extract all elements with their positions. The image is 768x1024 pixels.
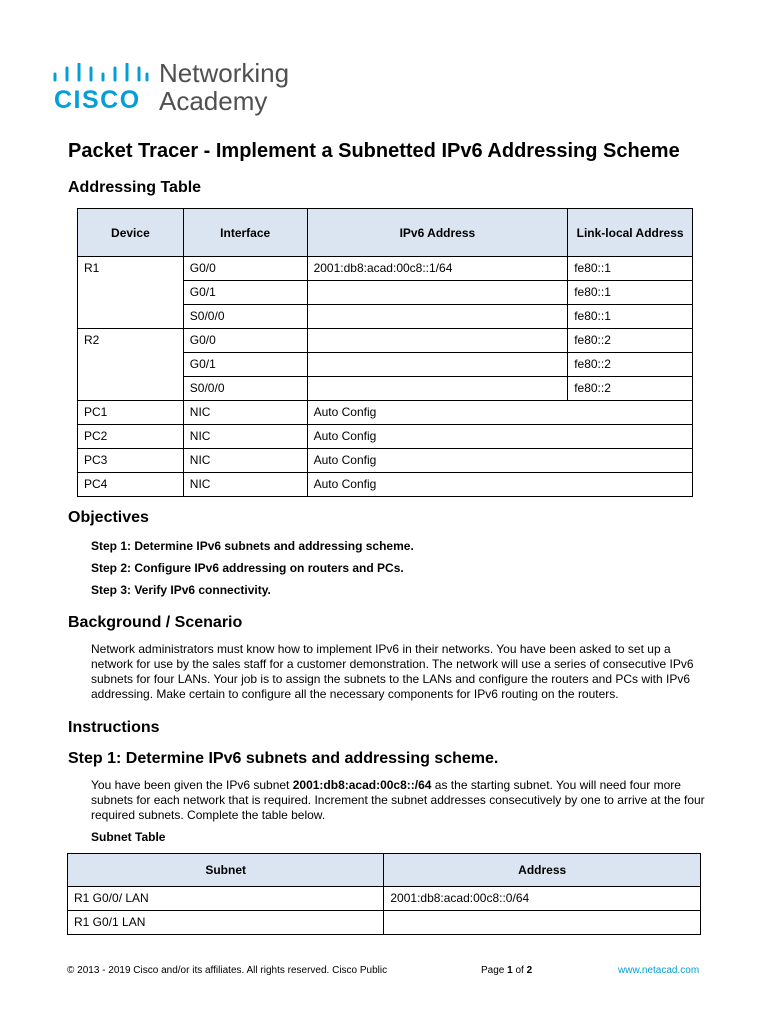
table-cell-subnet: R1 G0/1 LAN	[68, 911, 384, 935]
table-cell-link-local: fe80::2	[568, 377, 693, 401]
table-cell-link-local: fe80::1	[568, 281, 693, 305]
table-row	[68, 911, 701, 935]
brand-name-top: Networking	[159, 58, 290, 88]
objective-step-1: Step 1: Determine IPv6 subnets and addressing scheme.	[91, 539, 414, 553]
table-cell-interface: G0/1	[183, 353, 307, 377]
cisco-networking-academy-logo	[53, 58, 313, 118]
table-cell-ipv6-address[interactable]: 2001:db8:acad:00c8::1/64	[307, 257, 568, 281]
table-cell-device: PC3	[78, 449, 184, 473]
table-cell-device: PC2	[78, 425, 184, 449]
table-cell-ipv6-address: Auto Config	[307, 473, 692, 497]
objective-step-3: Step 3: Verify IPv6 connectivity.	[91, 583, 271, 597]
addressing-table	[77, 208, 693, 497]
table-cell-device: R2	[78, 329, 184, 401]
table-cell-interface: NIC	[183, 473, 307, 497]
background-paragraph: Network administrators must know how to implement IPv6 in their networks. You have been asked to set up a network for use by the sales staff for a customer demonstration. The network will use a series of consecutive IPv6 subnets for four LANs. Your job is to assign the subnets to the LANs and configure the routers and PCs with IPv6 addressing. Make certain to configure all the necessary components for IPv6 routing on the routers.	[91, 642, 694, 701]
table-cell-interface: G0/0	[183, 329, 307, 353]
table-cell-interface: G0/0	[183, 257, 307, 281]
table-row	[78, 473, 693, 497]
table-cell-link-local: fe80::2	[568, 329, 693, 353]
objective-step-2: Step 2: Configure IPv6 addressing on routers and PCs.	[91, 561, 404, 575]
table-row	[78, 257, 693, 281]
instructions-heading: Instructions	[68, 719, 160, 736]
table-cell-address[interactable]	[384, 911, 701, 935]
table-row	[78, 425, 693, 449]
column-header-link-local-address: Link-local Address	[568, 209, 693, 257]
column-header-interface: Interface	[183, 209, 307, 257]
table-cell-link-local: fe80::1	[568, 257, 693, 281]
instructions-text-before: You have been given the IPv6 subnet	[91, 778, 293, 792]
page-current: 1	[507, 965, 513, 976]
table-cell-interface: NIC	[183, 449, 307, 473]
table-row	[78, 329, 693, 353]
table-row	[68, 887, 701, 911]
table-cell-interface: S0/0/0	[183, 305, 307, 329]
background-heading: Background / Scenario	[68, 614, 243, 631]
brand-name-bottom: Academy	[159, 86, 268, 116]
footer-copyright: © 2013 - 2019 Cisco and/or its affiliates. All rights reserved. Cisco Public	[67, 965, 388, 976]
table-cell-interface: NIC	[183, 401, 307, 425]
cisco-bars-icon	[53, 63, 149, 85]
starting-subnet: 2001:db8:acad:00c8::/64	[292, 778, 432, 792]
table-cell-interface: G0/1	[183, 281, 307, 305]
table-cell-ipv6-address[interactable]	[307, 281, 568, 305]
table-cell-link-local: fe80::2	[568, 353, 693, 377]
instructions-text-after: as the starting subnet. You will need four more subnets for each network that is required. Increment the subnet addresses consecutively by one to arrive at the four required subnets. Complete the table below.	[91, 778, 705, 822]
table-cell-ipv6-address[interactable]	[307, 305, 568, 329]
subnet-table-label: Subnet Table	[91, 830, 166, 844]
table-row	[78, 401, 693, 425]
objectives-heading: Objectives	[68, 509, 149, 526]
table-cell-ipv6-address: Auto Config	[307, 449, 692, 473]
table-cell-ipv6-address[interactable]	[307, 353, 568, 377]
column-header-address: Address	[384, 854, 701, 887]
table-header-row	[68, 854, 701, 887]
subnet-table	[67, 853, 701, 935]
table-cell-device: PC4	[78, 473, 184, 497]
table-cell-ipv6-address[interactable]	[307, 377, 568, 401]
website-link[interactable]: www.netacad.com	[618, 965, 700, 976]
page-total: 2	[526, 965, 533, 976]
column-header-device: Device	[78, 209, 184, 257]
table-cell-ipv6-address: Auto Config	[307, 401, 692, 425]
instructions-paragraph	[91, 778, 706, 823]
table-header-row	[78, 209, 693, 257]
table-cell-interface: S0/0/0	[183, 377, 307, 401]
table-cell-ipv6-address: Auto Config	[307, 425, 692, 449]
table-cell-ipv6-address[interactable]	[307, 329, 568, 353]
table-row	[78, 449, 693, 473]
page-number	[481, 964, 532, 978]
cisco-wordmark: CISCO	[54, 86, 141, 114]
page-prefix: Page	[481, 965, 508, 976]
addressing-table-heading: Addressing Table	[68, 179, 202, 196]
table-cell-link-local: fe80::1	[568, 305, 693, 329]
table-cell-device: PC1	[78, 401, 184, 425]
table-cell-subnet: R1 G0/0/ LAN	[68, 887, 384, 911]
table-cell-address[interactable]: 2001:db8:acad:00c8::0/64	[384, 887, 701, 911]
step-1-heading: Step 1: Determine IPv6 subnets and addressing scheme.	[68, 750, 499, 767]
table-cell-device: R1	[78, 257, 184, 329]
page-of: of	[512, 965, 527, 976]
column-header-ipv6-address: IPv6 Address	[307, 209, 568, 257]
column-header-subnet: Subnet	[68, 854, 384, 887]
document-title: Packet Tracer - Implement a Subnetted IPv6 Addressing Scheme	[68, 140, 680, 162]
table-cell-interface: NIC	[183, 425, 307, 449]
